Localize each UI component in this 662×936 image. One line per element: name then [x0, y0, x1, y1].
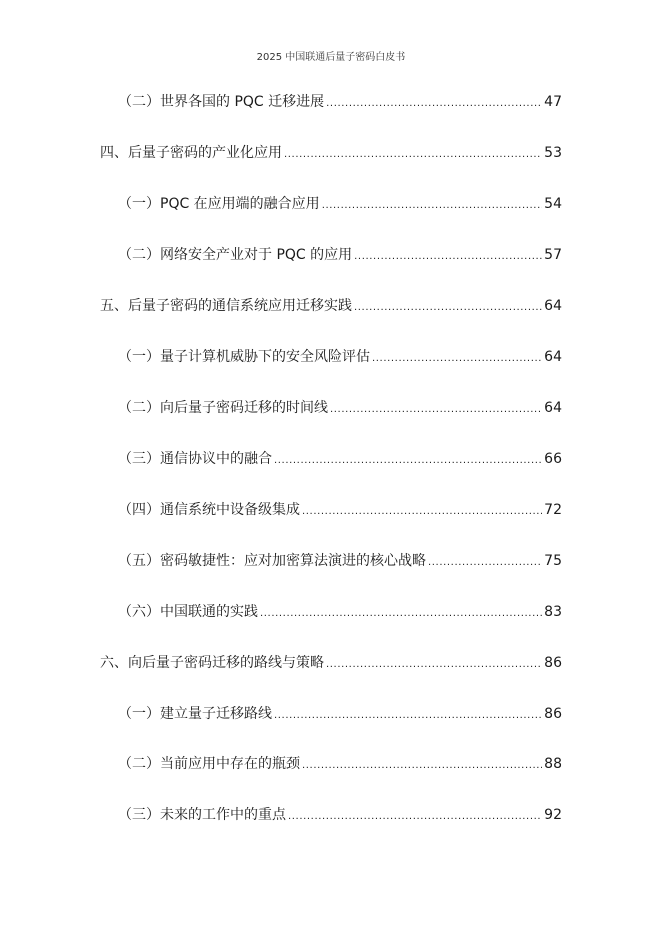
toc-entry[interactable]: [100, 651, 562, 675]
toc-entry-title: （二）向后量子密码迁移的时间线: [118, 400, 328, 416]
toc-dot-leader: [354, 296, 542, 320]
toc-entry[interactable]: [118, 498, 562, 522]
toc-entry-title: （六）中国联通的实践: [118, 604, 258, 620]
toc-entry-page: 86: [544, 706, 562, 722]
toc-entry-title: （二）世界各国的 PQC 迁移进展: [118, 94, 325, 110]
toc-entry-page: 92: [544, 807, 562, 823]
toc-dot-leader: [330, 398, 542, 422]
toc-entry-page: 64: [544, 349, 562, 365]
toc-dot-leader: [288, 805, 542, 829]
toc-entry-page: 88: [544, 756, 562, 772]
toc-entry-title: （二）网络安全产业对于 PQC 的应用: [118, 247, 353, 263]
toc-entry[interactable]: [118, 752, 562, 776]
toc-dot-leader: [302, 754, 542, 778]
toc-entry-page: 64: [544, 400, 562, 416]
toc-entry-page: 75: [544, 553, 562, 569]
toc-dot-leader: [274, 449, 542, 473]
page-header: 2025 中国联通后量子密码白皮书: [256, 52, 406, 63]
toc-entry[interactable]: [118, 447, 562, 471]
toc-dot-leader: [274, 704, 542, 728]
toc-entry[interactable]: [100, 141, 562, 165]
toc-entry-title: 五、后量子密码的通信系统应用迁移实践: [100, 298, 352, 314]
toc-entry-page: 64: [544, 298, 562, 314]
toc-dot-leader: [302, 500, 542, 524]
toc-entry-page: 66: [544, 451, 562, 467]
toc-entry-title: 六、向后量子密码迁移的路线与策略: [100, 655, 324, 671]
toc-entry-page: 47: [544, 94, 562, 110]
toc-dot-leader: [326, 92, 542, 116]
toc-dot-leader: [284, 143, 542, 167]
toc-entry-title: （三）通信协议中的融合: [118, 451, 272, 467]
toc-entry-page: 72: [544, 502, 562, 518]
toc-entry-title: （三）未来的工作中的重点: [118, 807, 286, 823]
toc-entry-title: （一）建立量子迁移路线: [118, 706, 272, 722]
toc-entry[interactable]: [118, 803, 562, 827]
toc-entry-page: 53: [544, 145, 562, 161]
toc-entry-title: （一）量子计算机威胁下的安全风险评估: [118, 349, 370, 365]
toc-entry[interactable]: [118, 549, 562, 573]
toc-entry-page: 54: [544, 196, 562, 212]
toc-entry[interactable]: [118, 192, 562, 216]
toc-entry-page: 83: [544, 604, 562, 620]
toc-dot-leader: [354, 245, 542, 269]
toc-dot-leader: [326, 653, 542, 677]
toc-dot-leader: [428, 551, 542, 575]
toc-entry-title: （四）通信系统中设备级集成: [118, 502, 300, 518]
toc-dot-leader: [372, 347, 542, 371]
toc-dot-leader: [260, 602, 542, 626]
toc-entry[interactable]: [118, 345, 562, 369]
toc-entry[interactable]: [118, 90, 562, 114]
toc-entry[interactable]: [118, 600, 562, 624]
toc-entry-title: 四、后量子密码的产业化应用: [100, 145, 282, 161]
toc-entry-page: 57: [544, 247, 562, 263]
toc-entry[interactable]: [118, 702, 562, 726]
toc-entry[interactable]: [100, 294, 562, 318]
toc-entry-title: （二）当前应用中存在的瓶颈: [118, 756, 300, 772]
toc-entry-title: （五）密码敏捷性：应对加密算法演进的核心战略: [118, 553, 426, 569]
toc-dot-leader: [322, 194, 542, 218]
toc-entry-page: 86: [544, 655, 562, 671]
toc-entry-title: （一）PQC 在应用端的融合应用: [118, 196, 320, 212]
toc-entry[interactable]: [118, 396, 562, 420]
toc-entry[interactable]: [118, 243, 562, 267]
